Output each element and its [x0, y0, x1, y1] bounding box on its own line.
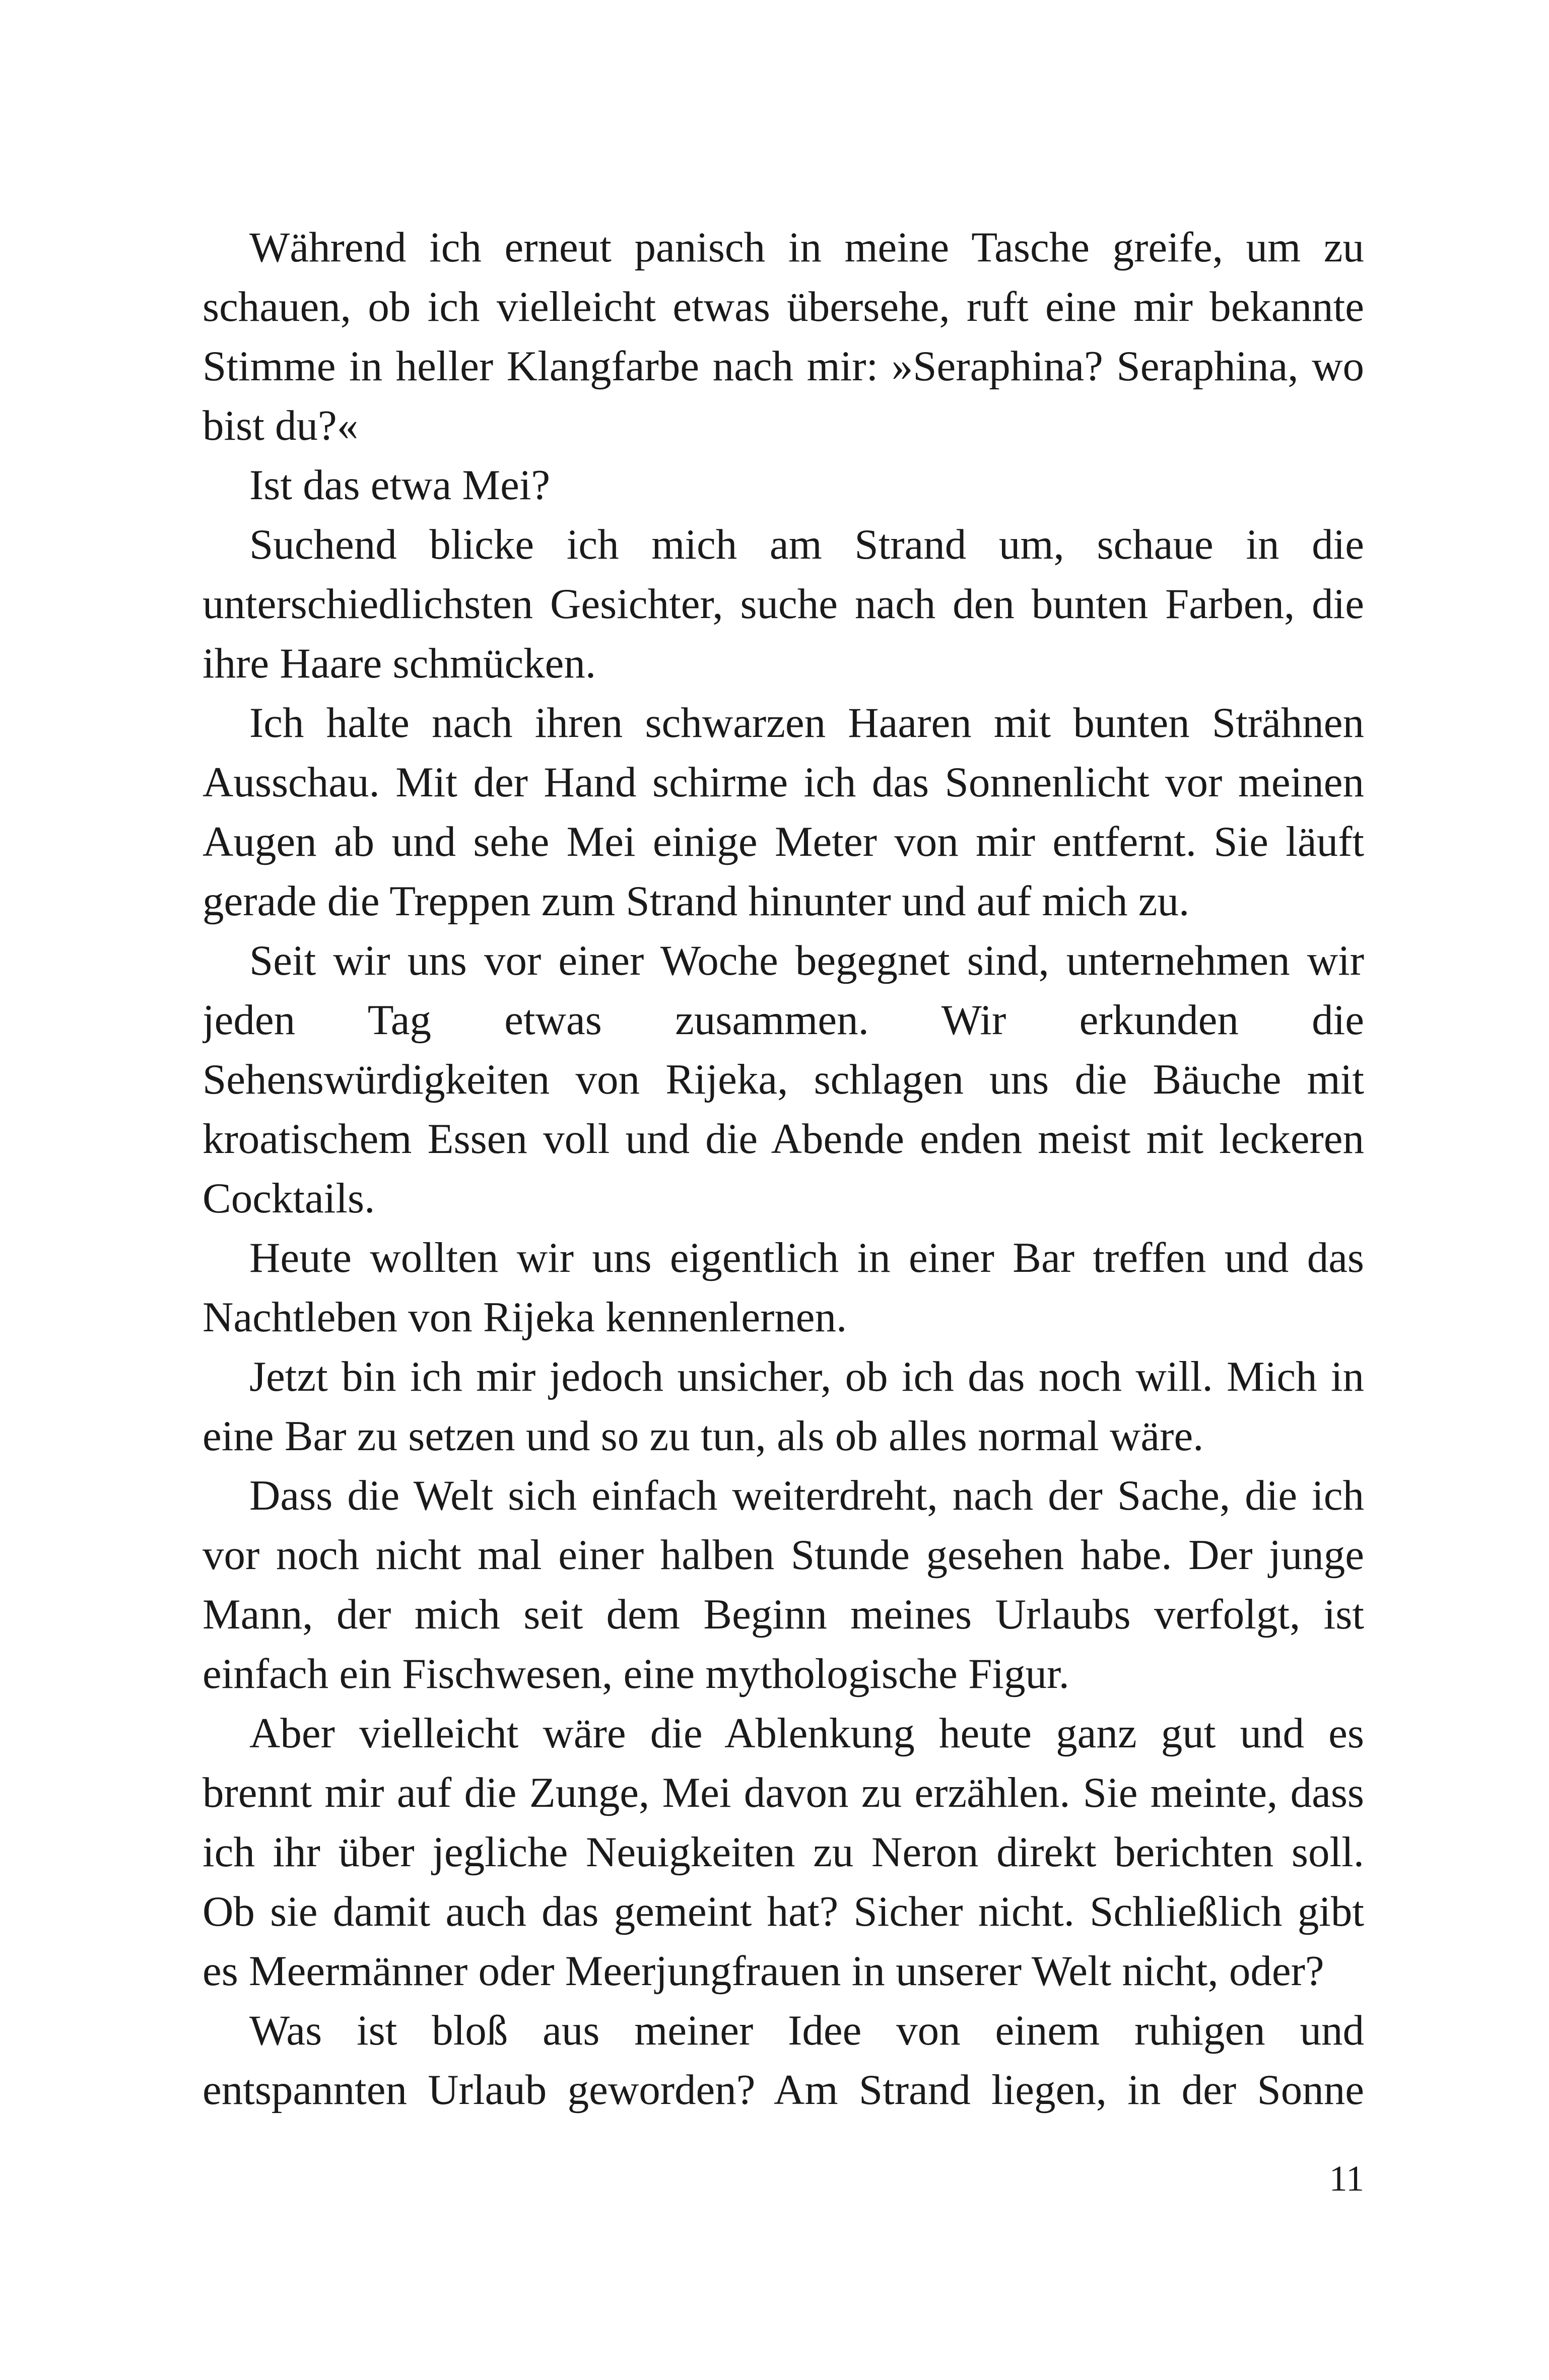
text-line: ihre Haare schmücken. [203, 640, 596, 687]
text-line: Stimme in heller Klangfarbe nach mir: »Seraphina? Seraphina, wo [203, 343, 1364, 390]
book-page-text [203, 218, 1364, 2120]
text-line: brennt mir auf die Zunge, Mei davon zu erzählen. Sie meinte, dass [203, 1769, 1364, 1816]
text-line: Sehenswürdigkeiten von Rijeka, schlagen uns die Bäuche mit [203, 1056, 1364, 1103]
text-line: Ob sie damit auch das gemeint hat? Sicher nicht. Schließlich gibt [203, 1888, 1364, 1935]
text-line: vor noch nicht mal einer halben Stunde gesehen habe. Der junge [203, 1531, 1364, 1579]
text-line: Heute wollten wir uns eigentlich in einer Bar treffen und das [249, 1234, 1364, 1281]
text-line: eine Bar zu setzen und so zu tun, als ob alles normal wäre. [203, 1412, 1204, 1460]
text-line: kroatischem Essen voll und die Abende enden meist mit leckeren [203, 1115, 1364, 1163]
text-line: Dass die Welt sich einfach weiterdreht, nach der Sache, die ich [249, 1472, 1364, 1519]
text-line: jeden Tag etwas zusammen. Wir erkunden die [203, 996, 1364, 1044]
text-line: Augen ab und sehe Mei einige Meter von mir entfernt. Sie läuft [203, 818, 1364, 865]
text-line: Suchend blicke ich mich am Strand um, schaue in die [249, 521, 1364, 568]
text-line: Jetzt bin ich mir jedoch unsicher, ob ich das noch will. Mich in [249, 1353, 1364, 1400]
text-line: bist du?« [203, 402, 359, 449]
text-line: gerade die Treppen zum Strand hinunter und auf mich zu. [203, 877, 1190, 925]
text-line: Während ich erneut panisch in meine Tasche greife, um zu [249, 224, 1364, 271]
text-line: einfach ein Fischwesen, eine mythologische Figur. [203, 1650, 1069, 1697]
text-line: Ausschau. Mit der Hand schirme ich das Sonnenlicht vor meinen [203, 759, 1364, 806]
text-line: Ich halte nach ihren schwarzen Haaren mit bunten Strähnen [249, 699, 1364, 746]
text-line: Aber vielleicht wäre die Ablenkung heute ganz gut und es [249, 1710, 1364, 1757]
text-line: Ist das etwa Mei? [249, 461, 551, 509]
text-line: es Meermänner oder Meerjungfrauen in unserer Welt nicht, oder? [203, 1947, 1324, 1995]
text-line: unterschiedlichsten Gesichter, suche nach den bunten Farben, die [203, 580, 1364, 628]
text-line: Seit wir uns vor einer Woche begegnet sind, unternehmen wir [249, 937, 1364, 984]
text-line: schauen, ob ich vielleicht etwas übersehe, ruft eine mir bekannte [203, 283, 1364, 330]
text-line: Mann, der mich seit dem Beginn meines Urlaubs verfolgt, ist [203, 1591, 1364, 1638]
text-line: Cocktails. [203, 1175, 375, 1222]
text-line: Was ist bloß aus meiner Idee von einem ruhigen und [249, 2007, 1364, 2054]
page-number: 11 [1329, 2158, 1364, 2199]
text-line: entspannten Urlaub geworden? Am Strand liegen, in der Sonne [203, 2066, 1364, 2114]
text-line: Nachtleben von Rijeka kennenlernen. [203, 1294, 847, 1341]
text-line: ich ihr über jegliche Neuigkeiten zu Neron direkt berichten soll. [203, 1828, 1364, 1876]
